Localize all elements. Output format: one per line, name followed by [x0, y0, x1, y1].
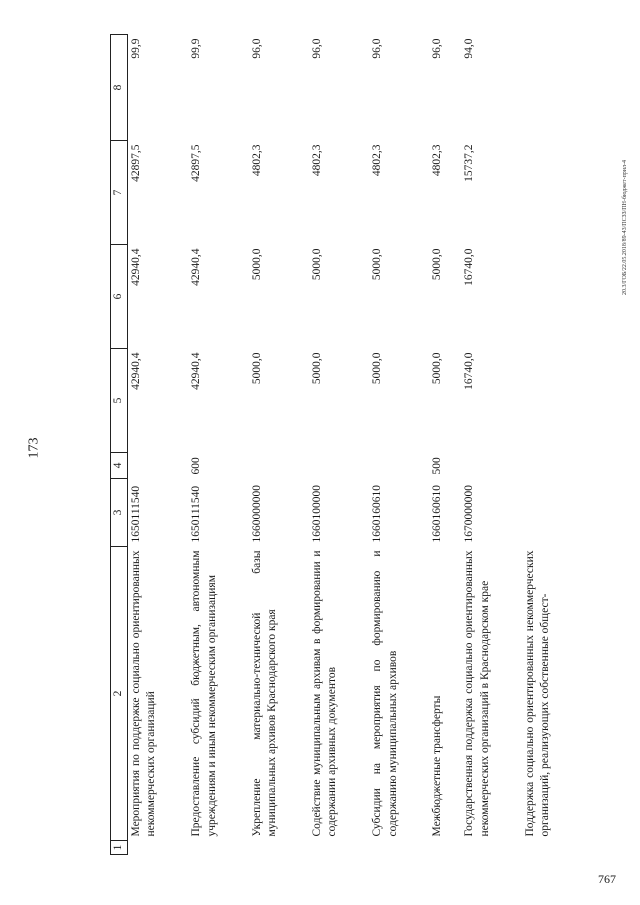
row-code: 1660160610 [371, 485, 384, 543]
row-vr: 500 [431, 457, 444, 475]
row-value-6: 5000,0 [310, 248, 323, 281]
column-header: 5 [111, 349, 128, 453]
row-name: Мероприятия по поддержке социально ориентированных некоммерческих организаций [129, 550, 158, 837]
document-sheet-number: 767 [598, 872, 616, 886]
row-value-7 [522, 141, 582, 245]
row-code: 1660100000 [310, 485, 323, 543]
row-vr [522, 453, 582, 479]
row-value-7: 4802,3 [431, 144, 444, 177]
row-name: Содействие муниципальным архивам в формировании и содержании архивных документов [310, 550, 339, 837]
row-name: Субсидии на мероприятия по формированию и содержанию муниципальных архивов [371, 550, 399, 837]
page-number: 173 [26, 437, 42, 459]
table-header-row [111, 35, 128, 855]
rotated-table-container [110, 35, 582, 855]
table-row [188, 35, 248, 855]
row-value-8: 96,0 [250, 38, 263, 59]
row-value-6 [522, 245, 582, 349]
row-value-7: 42897,5 [129, 144, 142, 182]
row-value-6: 5000,0 [431, 248, 444, 281]
table-row [522, 35, 582, 855]
row-value-8: 99,9 [190, 38, 203, 59]
table-row [369, 35, 429, 855]
row-name: Укрепление материально-технической базы муниципальных архивов Краснодарского края [250, 550, 279, 837]
column-header: 2 [111, 547, 128, 841]
row-value-5: 16740,0 [463, 352, 476, 390]
row-name: Поддержка социально ориентированных некоммерческих организаций, реализующих собственные общест- [523, 550, 552, 837]
row-value-8: 96,0 [431, 38, 444, 59]
row-value-8 [522, 35, 582, 141]
row-name: Государственная поддержка социально ориентированных некоммерческих организаций в Краснодарском крае [463, 550, 491, 837]
row-vr [461, 453, 521, 479]
column-header: 7 [111, 141, 128, 245]
row-code: 1660160610 [431, 485, 444, 543]
document-side-code: 20.3/ГОБ/22.05.2018/89-43/ПСЗЗ/ПН-бюджет-прил-4 [622, 160, 628, 295]
column-header: 4 [111, 453, 128, 479]
row-value-8: 94,0 [463, 38, 476, 59]
row-vr [369, 453, 429, 479]
column-header: 8 [111, 35, 128, 141]
row-code: 1650111540 [190, 485, 203, 543]
row-code: 1650111540 [129, 485, 142, 543]
column-header: 3 [111, 479, 128, 547]
row-vr [309, 453, 369, 479]
row-value-6: 16740,0 [463, 248, 476, 286]
row-value-7: 42897,5 [190, 144, 203, 182]
table-row [429, 35, 461, 855]
table-row [309, 35, 369, 855]
row-vr: 600 [190, 457, 203, 475]
table-row [127, 35, 188, 855]
row-value-8: 96,0 [371, 38, 384, 59]
row-vr [127, 453, 188, 479]
table-row [249, 35, 309, 855]
row-value-5: 5000,0 [250, 352, 263, 385]
row-value-6: 5000,0 [371, 248, 384, 281]
row-value-7: 4802,3 [371, 144, 384, 177]
row-value-6: 42940,4 [190, 248, 203, 286]
row-value-8: 96,0 [310, 38, 323, 59]
row-value-6: 42940,4 [129, 248, 142, 286]
row-value-7: 4802,3 [310, 144, 323, 177]
row-value-5: 5000,0 [310, 352, 323, 385]
row-value-7: 4802,3 [250, 144, 263, 177]
row-value-5: 5000,0 [431, 352, 444, 385]
column-header: 6 [111, 245, 128, 349]
row-value-6: 5000,0 [250, 248, 263, 281]
column-header: 1 [111, 841, 128, 855]
row-value-5: 42940,4 [190, 352, 203, 390]
row-value-5 [522, 349, 582, 453]
row-value-5: 42940,4 [129, 352, 142, 390]
row-vr [249, 453, 309, 479]
row-name: Предоставление субсидий бюджетным, автономным учреждениям и иным некоммерческим организациям [190, 550, 218, 837]
row-code [522, 479, 582, 547]
row-code: 1670000000 [463, 485, 476, 543]
row-name: Межбюджетные трансферты [431, 695, 444, 837]
table-row [461, 35, 521, 855]
row-value-5: 5000,0 [371, 352, 384, 385]
row-code: 1660000000 [250, 485, 263, 543]
budget-table [110, 34, 582, 855]
row-value-7: 15737,2 [463, 144, 476, 182]
row-value-8: 99,9 [129, 38, 142, 59]
